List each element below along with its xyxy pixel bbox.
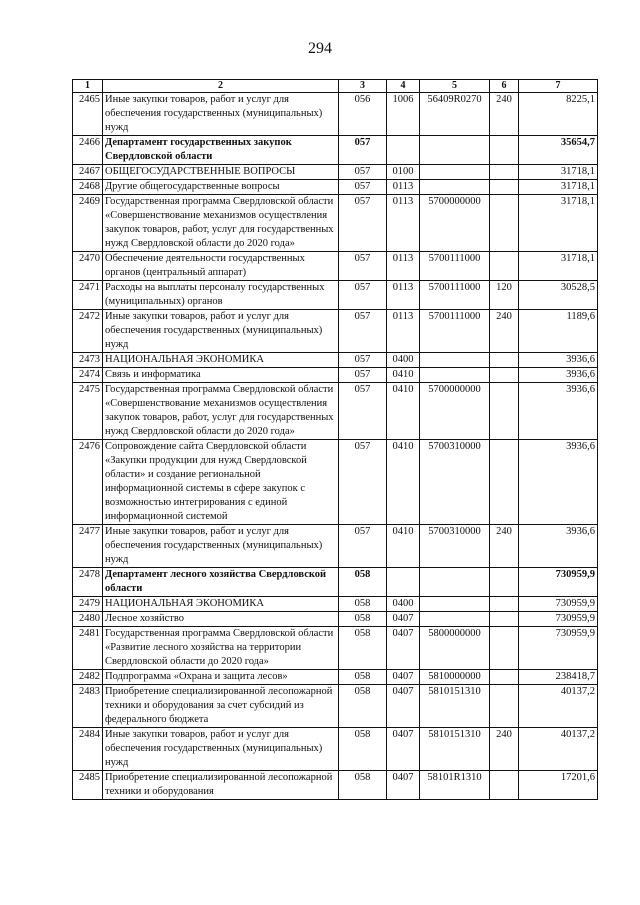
section-code-cell: 0407 <box>387 612 420 627</box>
section-code-cell <box>387 136 420 165</box>
row-name-cell: Иные закупки товаров, работ и услуг для обеспечения государственных (муниципальных) нужд <box>103 728 339 771</box>
row-number-cell: 2473 <box>73 353 103 368</box>
table-row <box>73 281 598 310</box>
table-row <box>73 383 598 440</box>
ministry-code-cell: 057 <box>339 368 387 383</box>
row-name-cell: Другие общегосударственные вопросы <box>103 180 339 195</box>
target-code-cell <box>420 353 490 368</box>
target-code-cell <box>420 136 490 165</box>
amount-cell: 31718,1 <box>519 165 598 180</box>
section-code-cell: 0113 <box>387 252 420 281</box>
row-name-cell: Расходы на выплаты персоналу государственных (муниципальных) органов <box>103 281 339 310</box>
section-code-cell: 0410 <box>387 525 420 568</box>
amount-cell: 238418,7 <box>519 670 598 685</box>
page-number: 294 <box>308 40 332 57</box>
amount-cell: 3936,6 <box>519 353 598 368</box>
row-number-cell: 2484 <box>73 728 103 771</box>
expense-type-cell <box>490 771 519 800</box>
table-row <box>73 685 598 728</box>
amount-cell: 3936,6 <box>519 383 598 440</box>
expense-type-cell <box>490 368 519 383</box>
row-number-cell: 2466 <box>73 136 103 165</box>
ministry-code-cell: 057 <box>339 525 387 568</box>
row-number-cell: 2467 <box>73 165 103 180</box>
row-number-cell: 2476 <box>73 440 103 525</box>
row-name-cell: Сопровождение сайта Свердловской области «Закупки продукции для нужд Свердловской области» и создание региональной информационной системы в сфере закупок с возможностью интегрирования с единой информационной системой <box>103 440 339 525</box>
target-code-cell <box>420 568 490 597</box>
target-code-cell: 5700310000 <box>420 440 490 525</box>
target-code-cell <box>420 597 490 612</box>
row-number-cell: 2483 <box>73 685 103 728</box>
row-name-cell: Связь и информатика <box>103 368 339 383</box>
ministry-code-cell: 057 <box>339 180 387 195</box>
table-row <box>73 93 598 136</box>
column-header: 7 <box>519 80 598 93</box>
expense-type-cell <box>490 670 519 685</box>
section-code-cell: 1006 <box>387 93 420 136</box>
target-code-cell: 5700111000 <box>420 281 490 310</box>
row-name-cell: Подпрограмма «Охрана и защита лесов» <box>103 670 339 685</box>
ministry-code-cell: 058 <box>339 612 387 627</box>
ministry-code-cell: 057 <box>339 252 387 281</box>
row-number-cell: 2482 <box>73 670 103 685</box>
section-code-cell: 0407 <box>387 728 420 771</box>
ministry-code-cell: 057 <box>339 136 387 165</box>
table-row <box>73 136 598 165</box>
row-name-cell: Лесное хозяйство <box>103 612 339 627</box>
row-name-cell: Государственная программа Свердловской области «Развитие лесного хозяйства на территории Свердловской области до 2020 года» <box>103 627 339 670</box>
amount-cell: 17201,6 <box>519 771 598 800</box>
expense-type-cell <box>490 568 519 597</box>
table-row <box>73 368 598 383</box>
column-header: 5 <box>420 80 490 93</box>
section-code-cell: 0410 <box>387 368 420 383</box>
row-number-cell: 2465 <box>73 93 103 136</box>
row-name-cell: Приобретение специализированной лесопожарной техники и оборудования за счет субсидий из федерального бюджета <box>103 685 339 728</box>
ministry-code-cell: 057 <box>339 165 387 180</box>
target-code-cell <box>420 180 490 195</box>
row-number-cell: 2468 <box>73 180 103 195</box>
row-number-cell: 2478 <box>73 568 103 597</box>
ministry-code-cell: 056 <box>339 93 387 136</box>
target-code-cell: 56409R0270 <box>420 93 490 136</box>
table-row <box>73 310 598 353</box>
header-row <box>73 80 598 93</box>
target-code-cell <box>420 165 490 180</box>
amount-cell: 730959,9 <box>519 612 598 627</box>
ministry-code-cell: 057 <box>339 383 387 440</box>
table-row <box>73 612 598 627</box>
row-name-cell: НАЦИОНАЛЬНАЯ ЭКОНОМИКА <box>103 597 339 612</box>
budget-table <box>72 79 598 800</box>
expense-type-cell <box>490 383 519 440</box>
ministry-code-cell: 057 <box>339 353 387 368</box>
target-code-cell: 5700000000 <box>420 195 490 252</box>
row-name-cell: Иные закупки товаров, работ и услуг для обеспечения государственных (муниципальных) нужд <box>103 93 339 136</box>
target-code-cell <box>420 612 490 627</box>
row-number-cell: 2472 <box>73 310 103 353</box>
column-header: 4 <box>387 80 420 93</box>
section-code-cell: 0113 <box>387 281 420 310</box>
section-code-cell: 0407 <box>387 771 420 800</box>
amount-cell: 35654,7 <box>519 136 598 165</box>
table-row <box>73 627 598 670</box>
expense-type-cell <box>490 685 519 728</box>
row-number-cell: 2471 <box>73 281 103 310</box>
amount-cell: 31718,1 <box>519 252 598 281</box>
amount-cell: 40137,2 <box>519 685 598 728</box>
row-name-cell: Департамент лесного хозяйства Свердловской области <box>103 568 339 597</box>
table-row <box>73 525 598 568</box>
expense-type-cell <box>490 252 519 281</box>
row-number-cell: 2480 <box>73 612 103 627</box>
section-code-cell: 0100 <box>387 165 420 180</box>
target-code-cell <box>420 368 490 383</box>
ministry-code-cell: 057 <box>339 310 387 353</box>
target-code-cell: 5700111000 <box>420 310 490 353</box>
target-code-cell: 5700111000 <box>420 252 490 281</box>
ministry-code-cell: 057 <box>339 440 387 525</box>
table-row <box>73 670 598 685</box>
amount-cell: 730959,9 <box>519 627 598 670</box>
row-name-cell: Государственная программа Свердловской области «Совершенствование механизмов осуществления закупок товаров, работ, услуг для государственных нужд Свердловской области до 2020 года» <box>103 383 339 440</box>
expense-type-cell <box>490 440 519 525</box>
amount-cell: 31718,1 <box>519 180 598 195</box>
target-code-cell: 5810000000 <box>420 670 490 685</box>
amount-cell: 1189,6 <box>519 310 598 353</box>
table-row <box>73 440 598 525</box>
ministry-code-cell: 058 <box>339 685 387 728</box>
target-code-cell: 5810151310 <box>420 728 490 771</box>
expense-type-cell <box>490 353 519 368</box>
ministry-code-cell: 058 <box>339 597 387 612</box>
expense-type-cell <box>490 597 519 612</box>
expense-type-cell <box>490 136 519 165</box>
section-code-cell: 0407 <box>387 685 420 728</box>
column-header: 3 <box>339 80 387 93</box>
target-code-cell: 5800000000 <box>420 627 490 670</box>
table-row <box>73 771 598 800</box>
ministry-code-cell: 058 <box>339 627 387 670</box>
expense-type-cell: 240 <box>490 310 519 353</box>
amount-cell: 30528,5 <box>519 281 598 310</box>
section-code-cell: 0407 <box>387 627 420 670</box>
expense-type-cell: 240 <box>490 93 519 136</box>
expense-type-cell <box>490 612 519 627</box>
target-code-cell: 5700000000 <box>420 383 490 440</box>
amount-cell: 8225,1 <box>519 93 598 136</box>
row-name-cell: Обеспечение деятельности государственных органов (центральный аппарат) <box>103 252 339 281</box>
row-name-cell: Департамент государственных закупок Свердловской области <box>103 136 339 165</box>
row-name-cell: Иные закупки товаров, работ и услуг для обеспечения государственных (муниципальных) нужд <box>103 525 339 568</box>
expense-type-cell <box>490 627 519 670</box>
section-code-cell: 0400 <box>387 353 420 368</box>
section-code-cell: 0400 <box>387 597 420 612</box>
table-row <box>73 252 598 281</box>
ministry-code-cell: 058 <box>339 728 387 771</box>
section-code-cell: 0113 <box>387 180 420 195</box>
row-name-cell: Приобретение специализированной лесопожарной техники и оборудования <box>103 771 339 800</box>
ministry-code-cell: 058 <box>339 771 387 800</box>
row-name-cell: НАЦИОНАЛЬНАЯ ЭКОНОМИКА <box>103 353 339 368</box>
ministry-code-cell: 058 <box>339 568 387 597</box>
table-row <box>73 180 598 195</box>
table-row <box>73 195 598 252</box>
amount-cell: 31718,1 <box>519 195 598 252</box>
amount-cell: 730959,9 <box>519 597 598 612</box>
amount-cell: 3936,6 <box>519 440 598 525</box>
row-number-cell: 2479 <box>73 597 103 612</box>
table-row <box>73 165 598 180</box>
table-row <box>73 597 598 612</box>
section-code-cell: 0113 <box>387 310 420 353</box>
row-name-cell: Государственная программа Свердловской области «Совершенствование механизмов осуществления закупок товаров, работ, услуг для государственных нужд Свердловской области до 2020 года» <box>103 195 339 252</box>
expense-type-cell <box>490 195 519 252</box>
row-name-cell: Иные закупки товаров, работ и услуг для обеспечения государственных (муниципальных) нужд <box>103 310 339 353</box>
ministry-code-cell: 057 <box>339 195 387 252</box>
ministry-code-cell: 058 <box>339 670 387 685</box>
row-number-cell: 2477 <box>73 525 103 568</box>
row-number-cell: 2474 <box>73 368 103 383</box>
row-number-cell: 2470 <box>73 252 103 281</box>
row-number-cell: 2475 <box>73 383 103 440</box>
column-header: 6 <box>490 80 519 93</box>
expense-type-cell <box>490 180 519 195</box>
section-code-cell: 0410 <box>387 383 420 440</box>
expense-type-cell <box>490 165 519 180</box>
row-number-cell: 2485 <box>73 771 103 800</box>
target-code-cell: 58101R1310 <box>420 771 490 800</box>
section-code-cell: 0407 <box>387 670 420 685</box>
table-row <box>73 353 598 368</box>
row-name-cell: ОБЩЕГОСУДАРСТВЕННЫЕ ВОПРОСЫ <box>103 165 339 180</box>
row-number-cell: 2481 <box>73 627 103 670</box>
column-header: 2 <box>103 80 339 93</box>
amount-cell: 3936,6 <box>519 525 598 568</box>
amount-cell: 40137,2 <box>519 728 598 771</box>
target-code-cell: 5810151310 <box>420 685 490 728</box>
table-row <box>73 728 598 771</box>
row-number-cell: 2469 <box>73 195 103 252</box>
section-code-cell: 0113 <box>387 195 420 252</box>
amount-cell: 730959,9 <box>519 568 598 597</box>
ministry-code-cell: 057 <box>339 281 387 310</box>
table-row <box>73 568 598 597</box>
expense-type-cell: 240 <box>490 525 519 568</box>
expense-type-cell: 240 <box>490 728 519 771</box>
section-code-cell <box>387 568 420 597</box>
expense-type-cell: 120 <box>490 281 519 310</box>
column-header: 1 <box>73 80 103 93</box>
section-code-cell: 0410 <box>387 440 420 525</box>
amount-cell: 3936,6 <box>519 368 598 383</box>
target-code-cell: 5700310000 <box>420 525 490 568</box>
